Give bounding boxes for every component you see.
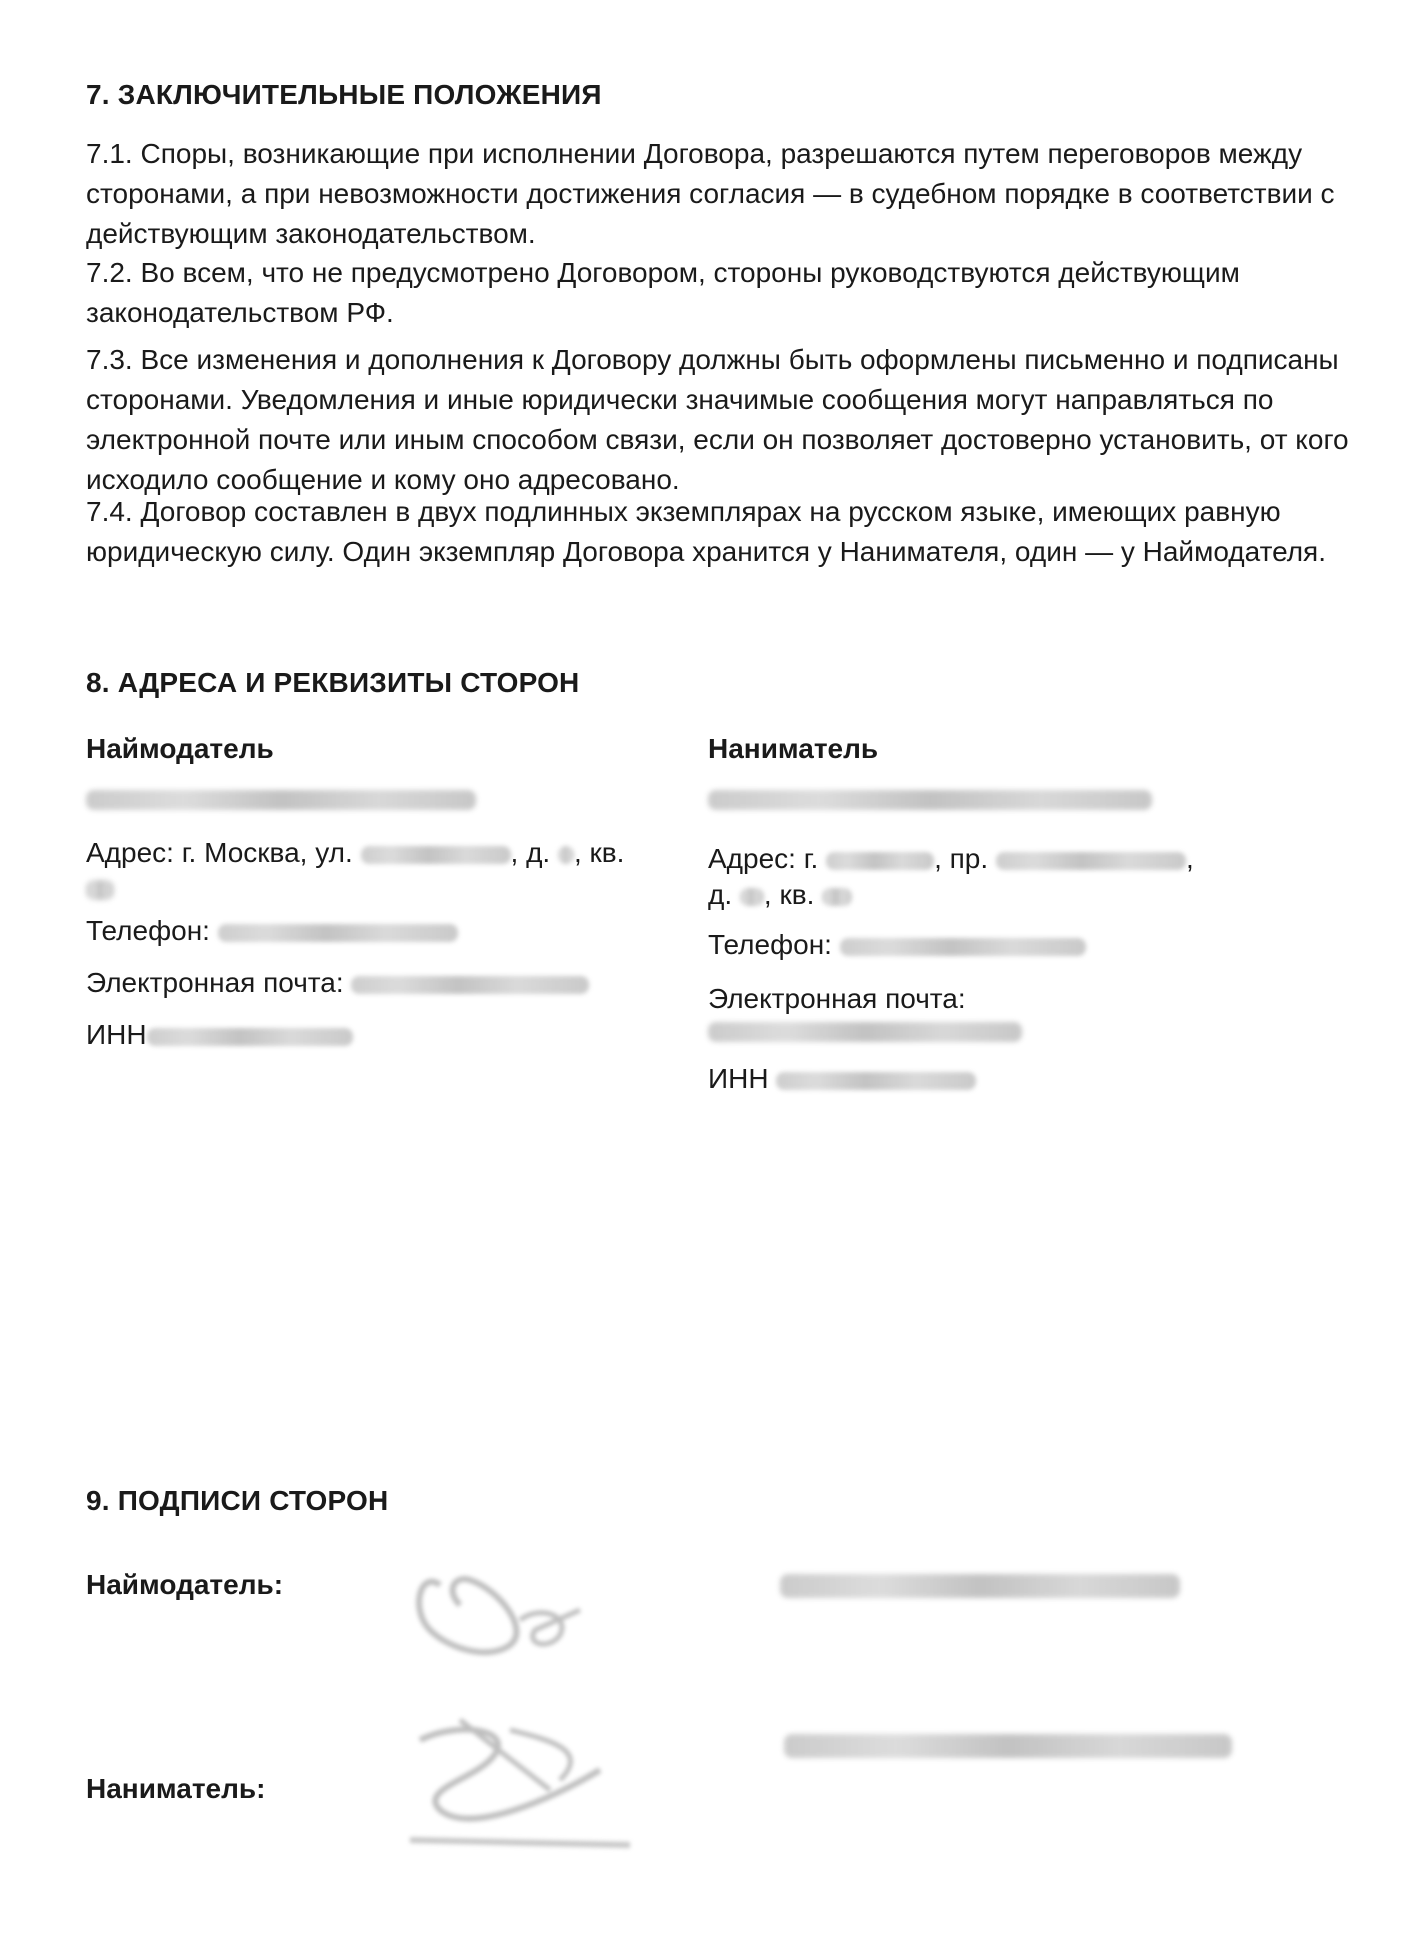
tenant-address-line-2 <box>708 876 852 914</box>
tenant-name-redacted <box>708 790 1152 810</box>
tenant-address-flat: , кв. <box>763 879 815 910</box>
landlord-address-flat: , кв. <box>573 837 625 868</box>
landlord-flat-redacted <box>86 880 114 900</box>
clause-7-3: 7.3. Все изменения и дополнения к Договору должны быть оформлены письменно и подписаны сторонами. Уведомления и иные юридически значимые сообщения могут направляться по электронной почте или иным способом связи, если он позволяет достоверно установить, от кого исходило сообщение и кому оно адресовано. <box>86 344 1349 495</box>
tenant-house-redacted <box>740 888 764 906</box>
landlord-address-prefix: Адрес: г. Москва, ул. <box>86 837 353 868</box>
landlord-inn-label: ИНН <box>86 1019 147 1050</box>
tenant-email-label: Электронная почта: <box>708 983 966 1014</box>
section-9-heading: 9. ПОДПИСИ СТОРОН <box>86 1485 389 1516</box>
landlord-street-redacted <box>361 846 511 864</box>
tenant-avenue-redacted <box>996 852 1186 870</box>
landlord-name-redacted <box>86 790 476 810</box>
tenant-title: Наниматель <box>708 733 879 764</box>
section-7-heading: 7. ЗАКЛЮЧИТЕЛЬНЫЕ ПОЛОЖЕНИЯ <box>86 79 602 110</box>
clause-7-1: 7.1. Споры, возникающие при исполнении Договора, разрешаются путем переговоров между сторонами, а при невозможности достижения согласия — в судебном порядке в соответствии с действующим законодательством. <box>86 138 1335 249</box>
tenant-address-prefix: Адрес: г. <box>708 843 819 874</box>
tenant-signatory-name-redacted <box>784 1734 1232 1758</box>
tenant-phone-label: Телефон: <box>708 929 832 960</box>
landlord-signature-label: Наймодатель: <box>86 1569 284 1600</box>
landlord-inn-line <box>86 1016 353 1054</box>
tenant-inn-redacted <box>776 1072 976 1090</box>
landlord-phone-label: Телефон: <box>86 915 210 946</box>
landlord-signatory-name-redacted <box>780 1574 1180 1598</box>
section-8-heading: 8. АДРЕСА И РЕКВИЗИТЫ СТОРОН <box>86 667 580 698</box>
landlord-email-redacted <box>351 976 589 994</box>
landlord-title: Наймодатель <box>86 733 274 764</box>
landlord-email-label: Электронная почта: <box>86 967 344 998</box>
landlord-inn-redacted <box>147 1028 353 1046</box>
tenant-address-comma: , <box>1185 843 1194 874</box>
tenant-phone-line <box>708 926 1086 964</box>
clause-7-4: 7.4. Договор составлен в двух подлинных экземплярах на русском языке, имеющих равную юридическую силу. Один экземпляр Договора хранится у Нанимателя, один — у Наймодателя. <box>86 496 1326 567</box>
tenant-city-redacted <box>826 852 934 870</box>
landlord-house-redacted <box>558 846 574 864</box>
landlord-address-house: , д. <box>510 837 551 868</box>
landlord-phone-line <box>86 912 458 950</box>
tenant-inn-label: ИНН <box>708 1063 769 1094</box>
tenant-flat-redacted <box>822 888 852 906</box>
tenant-email-line <box>708 980 966 1018</box>
tenant-signature-image <box>400 1700 650 1860</box>
tenant-address-line-1 <box>708 840 1194 878</box>
landlord-address-line <box>86 834 624 872</box>
landlord-email-line <box>86 964 589 1002</box>
tenant-email-redacted <box>708 1022 1022 1042</box>
tenant-inn-line <box>708 1060 976 1098</box>
tenant-address-house: д. <box>708 879 733 910</box>
clause-7-2: 7.2. Во всем, что не предусмотрено Договором, стороны руководствуются действующим законодательством РФ. <box>86 257 1240 328</box>
tenant-address-avenue: , пр. <box>934 843 989 874</box>
landlord-signature-image <box>400 1550 610 1680</box>
landlord-phone-redacted <box>218 924 458 942</box>
tenant-phone-redacted <box>840 938 1086 956</box>
tenant-signature-label: Наниматель: <box>86 1773 266 1804</box>
